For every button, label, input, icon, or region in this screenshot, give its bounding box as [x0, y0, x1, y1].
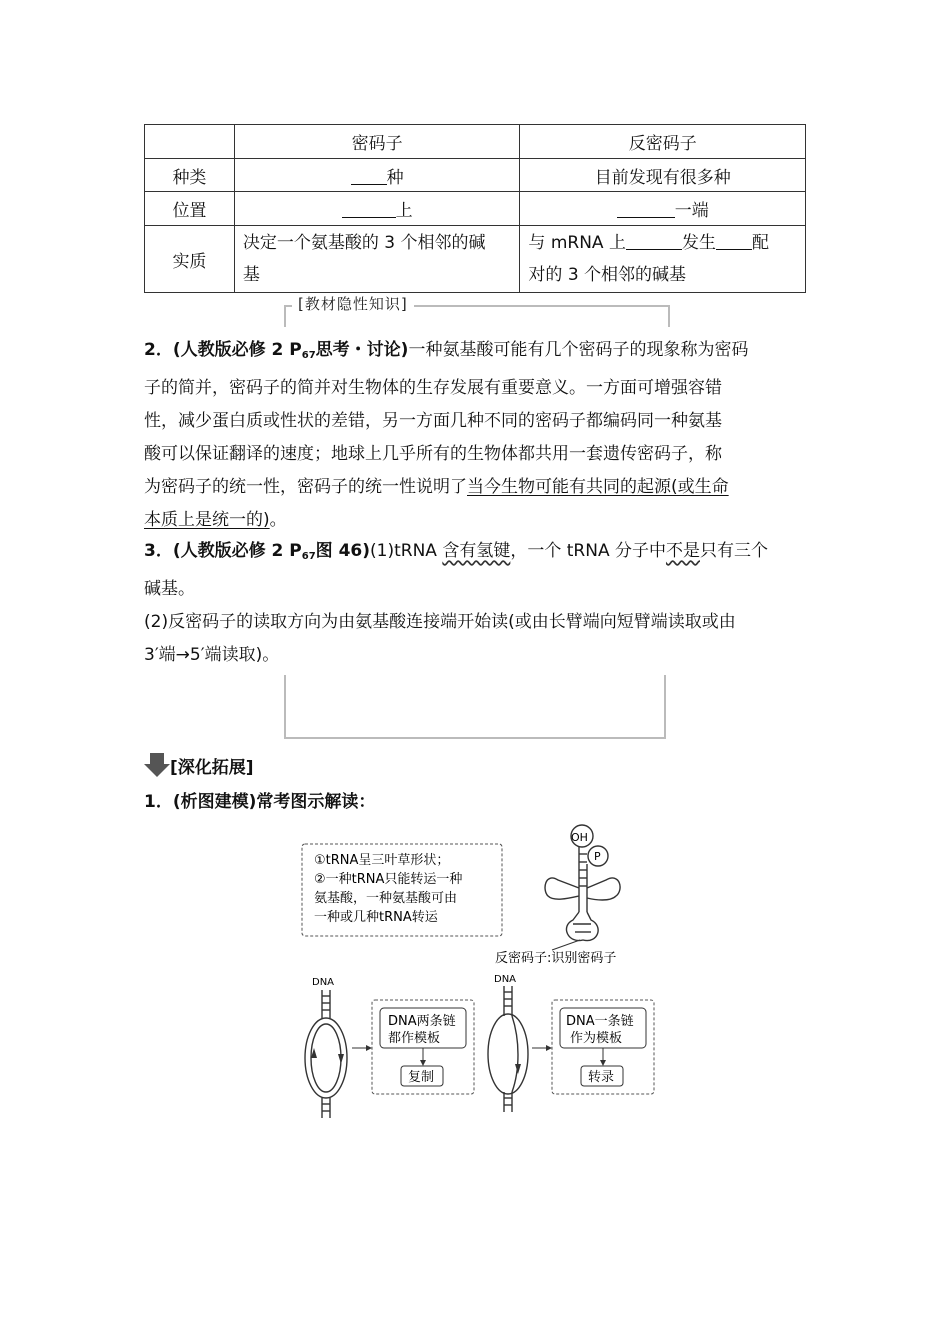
- row-label-kind: 种类: [145, 159, 235, 192]
- cell-codon-kind: [234, 159, 520, 192]
- table-row: [145, 192, 806, 226]
- text-line: 性，减少蛋白质或性状的差错，另一方面几种不同的密码子都编码同一种氨基: [144, 411, 722, 431]
- text-line: 碱基。: [144, 579, 195, 599]
- dna-label-right: DNA: [494, 974, 517, 985]
- wavy-underlined-text: 不是: [665, 541, 700, 561]
- cell-line: 决定一个氨基酸的 3 个相邻的碱: [242, 233, 486, 253]
- cell-anticodon-essence: [520, 226, 806, 293]
- dna-label-left: DNA: [312, 977, 335, 988]
- source-subscript: 67: [301, 350, 316, 361]
- fill-blank: [626, 231, 682, 250]
- fill-blank: [351, 166, 387, 185]
- cell-codon-position: [234, 192, 520, 226]
- row-label-essence: 实质: [145, 226, 235, 293]
- source-ref: 思考・讨论): [315, 340, 409, 360]
- cell-text: 上: [395, 201, 413, 221]
- knowledge-frame-bottom: [284, 675, 666, 739]
- extension-title: [深化拓展]: [170, 757, 254, 778]
- fill-blank: [617, 199, 675, 218]
- cell-line: 对的 3 个相邻的碱基: [528, 265, 687, 285]
- dna-transcription-bubble: [488, 986, 528, 1112]
- cell-line: 基: [242, 265, 260, 285]
- cell-anticodon-position: [520, 192, 806, 226]
- source-ref: (人教版必修 2 P: [172, 541, 302, 561]
- text-span: (1)tRNA: [370, 541, 443, 561]
- table-row: [145, 159, 806, 192]
- table-row: [145, 226, 806, 293]
- cell-codon-essence: [234, 226, 520, 293]
- arrow-right-icon: [546, 1045, 552, 1051]
- fill-blank: [716, 231, 752, 250]
- source-subscript: 67: [301, 551, 316, 562]
- figure-item-heading: [144, 786, 375, 819]
- box-line: 都作模板: [388, 1031, 441, 1046]
- item-number: 1．: [144, 792, 173, 812]
- header-empty: [145, 125, 235, 159]
- down-arrow-icon: [144, 753, 170, 777]
- knowledge-frame-title: [教材隐性知识]: [292, 293, 414, 314]
- row-label-position: 位置: [145, 192, 235, 226]
- text-span: 一种氨基酸可能有几个密码子的现象称为密码: [408, 340, 749, 360]
- cell-text: 发生: [681, 233, 716, 253]
- text-line: [144, 535, 814, 573]
- anticodon-caption: 反密码子:识别密码子: [495, 951, 617, 966]
- item-2: [144, 334, 814, 537]
- anticodon-pointer: [552, 940, 580, 950]
- note-line: 一种或几种tRNA转运: [314, 910, 438, 925]
- box-line: 作为模板: [570, 1031, 623, 1046]
- extension-heading: [144, 752, 254, 778]
- item-3: [144, 535, 814, 672]
- text-line: (2)反密码子的读取方向为由氨基酸连接端开始读(或由长臂端向短臂端读取或由: [144, 612, 736, 632]
- note-line: 氨基酸，一种氨基酸可由: [314, 891, 458, 906]
- transcription-label: 转录: [588, 1070, 615, 1085]
- arrow-right-icon: [366, 1045, 372, 1051]
- underlined-text: 本质上是统一的): [144, 510, 270, 530]
- table-header-row: [145, 125, 806, 159]
- text-line: [144, 334, 814, 372]
- note-line: ②一种tRNA只能转运一种: [314, 872, 463, 887]
- underlined-text: 当今生物可能有共同的起源(或生命: [467, 477, 729, 497]
- text-span: 为密码子的统一性，密码子的统一性说明了: [144, 477, 467, 497]
- p-label: P: [594, 850, 601, 863]
- arrow-down-icon: [420, 1060, 426, 1066]
- arrow-down-icon: [515, 1064, 521, 1074]
- box-line: DNA一条链: [566, 1014, 634, 1029]
- cell-text: 一端: [674, 201, 709, 221]
- source-ref: 图 46): [315, 541, 371, 561]
- header-anticodon: 反密码子: [520, 125, 806, 159]
- text-line: 3′端→5′端读取)。: [144, 645, 280, 665]
- arrow-down-icon: [600, 1060, 606, 1066]
- note-line: ①tRNA呈三叶草形状；: [314, 853, 450, 868]
- box-line: DNA两条链: [388, 1014, 456, 1029]
- source-ref: (人教版必修 2 P: [172, 340, 302, 360]
- text-line: [144, 471, 814, 504]
- oh-label: OH: [571, 831, 588, 844]
- cell-text: 种: [386, 167, 404, 188]
- text-line: 酸可以保证翻译的速度；地球上几乎所有的生物体都共用一套遗传密码子，称: [144, 444, 722, 464]
- item-number: 2．: [144, 340, 173, 360]
- header-codon: 密码子: [234, 125, 520, 159]
- item-number: 3．: [144, 541, 173, 561]
- cell-text: 与 mRNA 上: [528, 233, 626, 253]
- text-span: 只有三个: [699, 541, 768, 561]
- fill-blank: [342, 199, 396, 218]
- cell-text: 配: [751, 233, 769, 253]
- text-span: ，一个 tRNA 分子中: [510, 541, 666, 561]
- comparison-table: [144, 124, 806, 293]
- wavy-underlined-text: 含有氢键: [442, 541, 511, 561]
- text-line: [144, 504, 814, 537]
- text-line: 子的简并，密码子的简并对生物体的生存发展有重要意义。一方面可增强容错: [144, 378, 722, 398]
- cell-line: [528, 227, 797, 259]
- cell-anticodon-kind: 目前发现有很多种: [520, 159, 806, 192]
- text-span: 。: [269, 510, 287, 530]
- replication-label: 复制: [408, 1070, 435, 1085]
- item-title: (析图建模)常考图示解读：: [172, 792, 376, 812]
- arrow-down-icon: [338, 1054, 344, 1064]
- trna-dna-figure: [290, 820, 660, 1122]
